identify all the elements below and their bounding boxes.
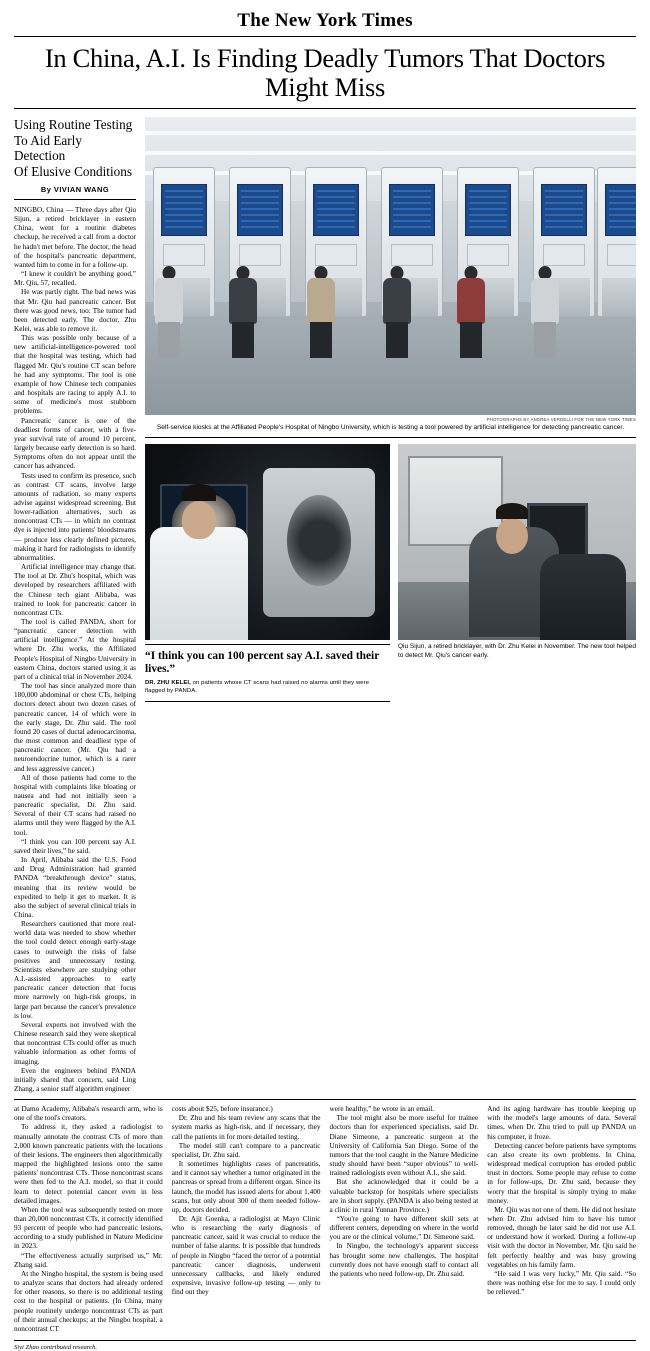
ceiling-light: [145, 131, 636, 135]
byline: By VIVIAN WANG: [14, 185, 136, 200]
paragraph: The model still can't compare to a pancreatic specialist, Dr. Zhu said.: [171, 1141, 321, 1159]
kiosk-screen: [605, 184, 636, 236]
kiosk-base: [602, 278, 636, 316]
kiosk-scene-art: [145, 117, 636, 415]
page-title: In China, A.I. Is Finding Deadly Tumors That Doctors Might Miss: [44, 43, 606, 102]
article-column-5: [487, 1105, 636, 1334]
paragraph: In April, Alibaba said the U.S. Food and Drug Administration had granted PANDA “breakthrough device” status, meaning that its review would be expedited to help it get to market. It is also the subject of several clinical trials in China.: [14, 856, 136, 919]
paragraph: costs about $25, before insurance.): [171, 1105, 273, 1114]
ceiling-light: [145, 151, 636, 155]
consult-photo-caption: Qiu Sijun, a retired bricklayer, with Dr. Zhu Kelei in November. The new tool helped to detect Mr. Qiu's cancer early.: [398, 643, 636, 659]
kiosk-screen: [389, 184, 435, 236]
article-column-3: [172, 1105, 321, 1334]
paragraph: Tests used to confirm its presence, such as contrast CT scans, involve large amounts of radiation, so many experts advise against widespread screening. But lower-radiation alternatives, such as noncontrast CTs — in which no contrast dye is injected into patients' bloodstreams — produce less clearly defined pictures, making it hard for radiologists to identify abnormalities.: [14, 471, 136, 562]
paragraph: NINGBO, China — Three days after Qiu Sijun, a retired bricklayer in eastern China, went for a routine diabetes checkup, he received a call from a doctor he hadn't met before. The doctor, the head of the hospital's pancreatic department, wanted him to come in for a follow-up.: [14, 205, 136, 269]
paragraph: To address it, they asked a radiologist to manually annotate the contrast CTs of more than 2,000 known pancreatic patients with the locations of their lesions. The engineers then algorithmically mapped the highlighted lesions onto the same patients' noncontrast CTs. Those noncontrast scans were then fed to the A.I. model, so that it could learn to detect potential cancer even in less detailed images.: [14, 1123, 163, 1205]
article-column-2: [14, 1105, 163, 1334]
paragraph: “He said I was very lucky,” Mr. Qiu said. “So there was nothing else for me to say. I could only be relieved.”: [487, 1269, 636, 1297]
consult-scene-art: [398, 444, 636, 640]
headline-rule: [14, 108, 636, 109]
lower-photo-row: [145, 444, 636, 701]
article-column-4: [330, 1105, 479, 1334]
paragraph: “The effectiveness actually surprised us,” Mr. Zhang said.: [14, 1251, 163, 1269]
photo-credit: PHOTOGRAPHS BY ANDREA VERDELLI FOR THE NEW YORK TIMES: [486, 417, 636, 423]
masthead-rule: [14, 36, 636, 37]
paragraph: “I think you can 100 percent say A.I. saved their lives,” he said.: [14, 837, 136, 855]
doctor-hair: [182, 484, 216, 501]
ct-bore: [287, 495, 351, 585]
paragraph: At the Ningbo hospital, the system is being used to analyze scans that doctors had already ordered for other reasons, so there is no additional testing cost to the hospital or patients. (In China, many people routinely undergo noncontrast CTs as part of their annual checkups; at the Ningbo hospital, a noncontrast CT: [14, 1269, 163, 1333]
kiosk-screen: [465, 184, 511, 236]
paragraph: The tool is called PANDA, short for “pancreatic cancer detection with artificial intelligence.” At the hospital where Dr. Zhu works, the Affiliated People's Hospital of Ningbo University in eastern China, doctors started using it as part of a clinical trial in November 2024.: [14, 618, 136, 681]
patient-head: [496, 518, 528, 554]
deck: [14, 117, 136, 179]
paragraph: “You're going to have different skill sets at different centers, depending on where in the world you are or the clinical volume,” Dr. Simeone said.: [329, 1215, 479, 1242]
pull-quote-attribution-name: DR. ZHU KELEI,: [145, 680, 191, 687]
paragraph: All of those patients had come to the hospital with complaints like bloating or nausea and had not initially seen a pancreatic specialist, Dr. Zhu said. Several of their CT scans had raised no alarms until they were flagged by the A.I. tool.: [14, 773, 136, 837]
kiosk-screen: [313, 184, 359, 236]
pull-quote-attribution-rest: on patients whose CT scans had raised no alarms until they were flagged by PANDA.: [145, 680, 370, 694]
kiosk-panel: [163, 244, 205, 266]
paragraph: But she acknowledged that it could be a valuable backstop for hospitals where specialists are in short supply. (PANDA is also being tested at a clinic in rural Yunnan Province.): [329, 1178, 479, 1214]
right-column: [145, 117, 636, 1094]
doctor-lab-coat: [150, 527, 248, 641]
patient-hair: [496, 503, 528, 519]
kiosk-panel: [391, 244, 433, 266]
paragraph: Detecting cancer before patients have symptoms can also create its own problems. In China, widespread medical corruption has eroded public trust in doctors. Some people may refuse to come in for follow-ups, Dr. Zhu said, because they worry that the hospital is simply trying to make money.: [487, 1141, 636, 1205]
paragraph: were healthy,” he wrote in an email.: [329, 1105, 435, 1114]
paragraph: When the tool was subsequently tested on more than 20,000 noncontrast CTs, it correctly identified 93 percent of people who had pancreatic lesions, according to a study published in Nature Medicine in 2023.: [14, 1205, 163, 1251]
self-service-kiosk: [597, 167, 636, 317]
pull-quote-attribution: [145, 680, 386, 695]
main-photo-kiosks: [145, 117, 636, 415]
kiosk-screen: [237, 184, 283, 236]
photo-caption: Self-service kiosks at the Affiliated People's Hospital of Ningbo University, which is testing a tool powered by artificial intelligence for detecting pancreatic cancer.: [145, 423, 636, 438]
paragraph: The tool might also be more useful for trainee doctors than for experienced specialists, said Dr. Diane Simeone, a pancreatic surgeon at the University of California San Diego. Some of the tumors that the tool caught in the Nature Medicine study should have been “super obvious” to well-trained radiologists even without A.I., she said.: [329, 1114, 479, 1178]
pull-quote: [145, 644, 390, 701]
ct-room-art: [145, 444, 390, 640]
paragraph: Dr. Ajit Goenka, a radiologist at Mayo Clinic who is researching the early diagnosis of pancreatic cancer, said it was crucial to reduce the number of false alarms. It is possible that hundreds of people in Ningbo “faced the terror of a potential pancreatic cancer diagnosis, underwent unnecessary callbacks, and likely endured expensive, invasive follow-up testing — only to find out they: [171, 1215, 321, 1297]
deck-line-3: Of Elusive Conditions: [14, 163, 132, 179]
paragraph: Artificial intelligence may change that. The tool at Dr. Zhu's hospital, which was developed by researchers affiliated with the Chinese tech giant Alibaba, was trained to look for pancreatic cancer in noncontrast CTs.: [14, 563, 136, 617]
article-column-1: [14, 206, 136, 1094]
paragraph: He was partly right. The bad news was that Mr. Qiu had pancreatic cancer. But there was good news, too: The tumor had been detected early. The doctor, Zhu Kelei, was able to remove it.: [14, 288, 136, 333]
ct-photo-block: [145, 444, 390, 701]
paragraph: This was possible only because of a new artificial-intelligence-powered tool that the hospital was testing, which had flagged Mr. Qiu's routine CT scan before he had any symptoms. The tool is one example of how Chinese tech companies and hospitals are racing to apply A.I. to some of medicine's most stubborn problems.: [14, 334, 136, 416]
doctor-figure: [540, 554, 626, 640]
deck-line-1: Using Routine Testing: [14, 117, 133, 133]
ct-scanner-photo: [145, 444, 390, 640]
kiosk-panel: [315, 244, 357, 266]
kiosk-panel: [239, 244, 281, 266]
contributor-note: Siyi Zhao contributed research.: [14, 1340, 636, 1351]
paragraph: It sometimes highlights cases of pancreatitis, and it cannot say whether a tumor originated in the pancreas or spread from a different organ. Since its launch, the model has issued alerts for about 1,400 scans, but only about 300 of them needed follow-up, doctors decided.: [171, 1160, 321, 1214]
paragraph: In Ningbo, the technology's apparent success has brought some new challenges. The hospital currently does not have enough staff to contact all the patients who need follow-up, Dr. Zhu said.: [329, 1242, 479, 1278]
pull-quote-text: “I think you can 100 percent say A.I. saved their lives.”: [145, 650, 380, 676]
main-grid: [14, 117, 636, 1094]
paragraph: Dr. Zhu and his team review any scans that the system marks as high-risk, and if necessary, they call the patients in for more detailed testing.: [171, 1114, 321, 1141]
paragraph: And its aging hardware has trouble keeping up with the model's large amounts of data. Several times, when Dr. Zhu tried to pull up PANDA on his computer, it froze.: [487, 1105, 636, 1141]
doctor-head: [182, 501, 216, 539]
kiosk-screen: [161, 184, 207, 236]
kiosk-panel: [467, 244, 509, 266]
paragraph: Researchers cautioned that more real-world data was needed to show whether the tool could detect enough early-stage cases to outweigh the risks of false positives and unnecessary testing. Scientists elsewhere are studying other A.I.-assisted approaches to early pancreatic cancer detection that focus more narrowly on high-risk groups, in large part because the cancer's prevalence is low.: [14, 920, 136, 1020]
paragraph: Several experts not involved with the Chinese research said they were skeptical that noncontrast CTs could offer as much valuable information as other forms of imaging.: [14, 1020, 136, 1066]
kiosk-panel: [607, 244, 636, 266]
paragraph: Mr. Qiu was not one of them. He did not hesitate when Dr. Zhu advised him to have his tumor removed, though he later said he did not use A.I. or understand how it worked. During a follow-up visit with the doctor in November, Mr. Qiu said he felt perfectly healthy and was busy growing vegetables on his family farm.: [487, 1205, 637, 1269]
deck-line-2: To Aid Early Detection: [14, 132, 82, 164]
paragraph: at Damo Academy, Alibaba's research arm, who is one of the tool's creators.: [14, 1105, 163, 1123]
paragraph: Even the engineers behind PANDA initially shared that concern, said Ling Zhang, a senior staff algorithm engineer: [14, 1066, 136, 1093]
paragraph: “I knew it couldn't be anything good,” Mr. Qiu, 57, recalled.: [14, 270, 136, 288]
kiosk-panel: [543, 244, 585, 266]
paragraph: Pancreatic cancer is one of the deadliest forms of cancer, with a five-year survival rate of around 10 percent, largely because early detection is so hard. Symptoms often do not appear until the cancer has advanced.: [14, 416, 136, 471]
left-column: [14, 117, 136, 1094]
consult-photo: [398, 444, 636, 640]
bottom-columns: [14, 1105, 636, 1334]
kiosk-screen: [541, 184, 587, 236]
paragraph: The tool has since analyzed more than 180,000 abdominal or chest CTs, helping doctors detect about two dozen cases of pancreatic cancer, 14 of which were in the early stage, Dr. Zhu said. The tool found 20 cases of ductal adenocarcinoma, the most common and deadliest type of pancreatic cancer. (Mr. Qiu had a neuroendocrine tumor, which is a rarer and less aggressive cancer.): [14, 682, 136, 773]
masthead-title: The New York Times: [237, 10, 413, 31]
bottom-section: [14, 1099, 636, 1334]
desk-photo-block: [398, 444, 636, 701]
